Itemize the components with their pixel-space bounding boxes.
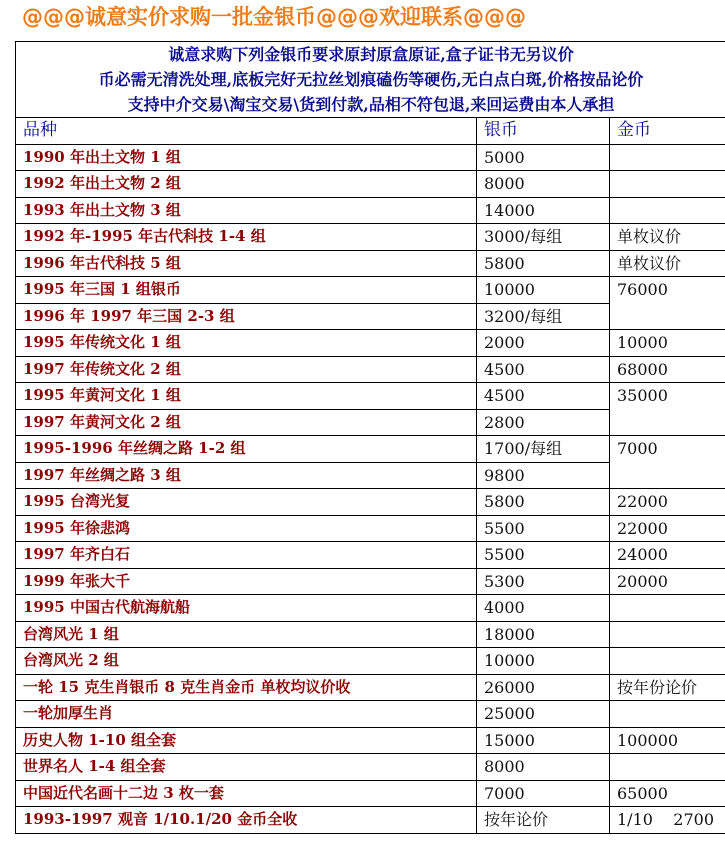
variety-cell: 1995 台湾光复 — [16, 489, 477, 516]
variety-cell: 世界名人 1-4 组全套 — [16, 754, 477, 781]
table-row — [16, 489, 725, 516]
gold-price-cell — [610, 144, 725, 171]
silver-price-cell: 4500 — [477, 356, 610, 383]
gold-price-cell — [610, 701, 725, 728]
table-row — [16, 277, 725, 304]
page-title: @@@诚意实价求购一批金银币@@@欢迎联系@@@ — [22, 5, 526, 29]
variety-cell: 1999 年张大千 — [16, 568, 477, 595]
silver-price-cell: 7000 — [477, 780, 610, 807]
requirements-notes — [16, 42, 725, 118]
variety-cell: 一轮 15 克生肖银币 8 克生肖金币 单枚均议价收 — [16, 674, 477, 701]
silver-price-cell: 4000 — [477, 595, 610, 622]
variety-cell: 1993 年出土文物 3 组 — [16, 197, 477, 224]
table-row — [16, 648, 725, 675]
variety-cell: 1995 年徐悲鸿 — [16, 515, 477, 542]
table-row — [16, 224, 725, 251]
silver-price-cell: 1700/每组 — [477, 436, 610, 463]
silver-price-cell: 10000 — [477, 277, 610, 304]
note-line: 币必需无清洗处理,底板完好无拉丝划痕磕伤等硬伤,无白点白斑,价格按品论价 — [98, 70, 644, 89]
table-row — [16, 701, 725, 728]
silver-price-cell: 5000 — [477, 144, 610, 171]
variety-cell: 1992 年-1995 年古代科技 1-4 组 — [16, 224, 477, 251]
variety-cell: 1992 年出土文物 2 组 — [16, 171, 477, 198]
table-row — [16, 250, 725, 277]
table-row — [16, 595, 725, 622]
variety-cell: 1996 年 1997 年三国 2-3 组 — [16, 303, 477, 330]
gold-price-cell: 10000 — [610, 330, 725, 357]
silver-price-cell: 18000 — [477, 621, 610, 648]
gold-price-cell: 1/10 2700 — [610, 807, 725, 834]
silver-price-cell: 2800 — [477, 409, 610, 436]
gold-price-cell — [610, 754, 725, 781]
gold-price-cell: 7000 — [610, 436, 725, 489]
table-row — [16, 621, 725, 648]
table-row — [16, 356, 725, 383]
table-row — [16, 807, 725, 834]
variety-cell: 1995 年传统文化 1 组 — [16, 330, 477, 357]
table-row — [16, 727, 725, 754]
notes-row — [16, 42, 725, 118]
silver-price-cell: 5800 — [477, 489, 610, 516]
table-row — [16, 144, 725, 171]
gold-price-cell: 100000 — [610, 727, 725, 754]
gold-price-cell: 24000 — [610, 542, 725, 569]
gold-price-cell: 22000 — [610, 515, 725, 542]
silver-price-cell: 14000 — [477, 197, 610, 224]
silver-price-cell: 5500 — [477, 542, 610, 569]
silver-price-cell: 9800 — [477, 462, 610, 489]
silver-price-cell: 4500 — [477, 383, 610, 410]
variety-cell: 1995 年黄河文化 1 组 — [16, 383, 477, 410]
header-variety: 品种 — [16, 118, 477, 145]
table-row — [16, 568, 725, 595]
silver-price-cell: 5800 — [477, 250, 610, 277]
silver-price-cell: 10000 — [477, 648, 610, 675]
silver-price-cell: 5500 — [477, 515, 610, 542]
table-row — [16, 515, 725, 542]
variety-cell: 1995 年三国 1 组银币 — [16, 277, 477, 304]
variety-cell: 1997 年黄河文化 2 组 — [16, 409, 477, 436]
gold-price-cell — [610, 595, 725, 622]
silver-price-cell: 3000/每组 — [477, 224, 610, 251]
variety-cell: 1997 年传统文化 2 组 — [16, 356, 477, 383]
variety-cell: 台湾风光 2 组 — [16, 648, 477, 675]
variety-cell: 1997 年齐白石 — [16, 542, 477, 569]
table-row — [16, 330, 725, 357]
variety-cell: 一轮加厚生肖 — [16, 701, 477, 728]
variety-cell: 1990 年出土文物 1 组 — [16, 144, 477, 171]
table-row — [16, 754, 725, 781]
header-gold: 金币 — [610, 118, 725, 145]
gold-price-cell: 单枚议价 — [610, 250, 725, 277]
table-row — [16, 383, 725, 410]
variety-cell: 中国近代名画十二边 3 枚一套 — [16, 780, 477, 807]
silver-price-cell: 8000 — [477, 171, 610, 198]
header-silver: 银币 — [477, 118, 610, 145]
coin-price-table — [15, 41, 725, 834]
variety-cell: 1993-1997 观音 1/10.1/20 金币全收 — [16, 807, 477, 834]
table-row — [16, 197, 725, 224]
silver-price-cell: 3200/每组 — [477, 303, 610, 330]
silver-price-cell: 按年论价 — [477, 807, 610, 834]
gold-price-cell: 35000 — [610, 383, 725, 436]
gold-price-cell: 单枚议价 — [610, 224, 725, 251]
silver-price-cell: 5300 — [477, 568, 610, 595]
gold-price-cell: 22000 — [610, 489, 725, 516]
table-row — [16, 171, 725, 198]
header-row — [16, 118, 725, 145]
table-row — [16, 780, 725, 807]
silver-price-cell: 15000 — [477, 727, 610, 754]
note-line: 支持中介交易\淘宝交易\货到付款,品相不符包退,来回运费由本人承担 — [127, 95, 615, 114]
gold-price-cell — [610, 648, 725, 675]
gold-price-cell — [610, 197, 725, 224]
variety-cell: 1995-1996 年丝绸之路 1-2 组 — [16, 436, 477, 463]
table-row — [16, 436, 725, 463]
table-row — [16, 542, 725, 569]
gold-price-cell — [610, 171, 725, 198]
silver-price-cell: 25000 — [477, 701, 610, 728]
gold-price-cell: 按年份论价 — [610, 674, 725, 701]
variety-cell: 台湾风光 1 组 — [16, 621, 477, 648]
variety-cell: 1997 年丝绸之路 3 组 — [16, 462, 477, 489]
silver-price-cell: 8000 — [477, 754, 610, 781]
gold-price-cell: 76000 — [610, 277, 725, 330]
gold-price-cell — [610, 621, 725, 648]
variety-cell: 历史人物 1-10 组全套 — [16, 727, 477, 754]
note-line: 诚意求购下列金银币要求原封原盒原证,盒子证书无另议价 — [168, 45, 574, 64]
variety-cell: 1995 中国古代航海航船 — [16, 595, 477, 622]
gold-price-cell: 20000 — [610, 568, 725, 595]
silver-price-cell: 26000 — [477, 674, 610, 701]
gold-price-cell: 68000 — [610, 356, 725, 383]
table-row — [16, 674, 725, 701]
variety-cell: 1996 年古代科技 5 组 — [16, 250, 477, 277]
gold-price-cell: 65000 — [610, 780, 725, 807]
silver-price-cell: 2000 — [477, 330, 610, 357]
